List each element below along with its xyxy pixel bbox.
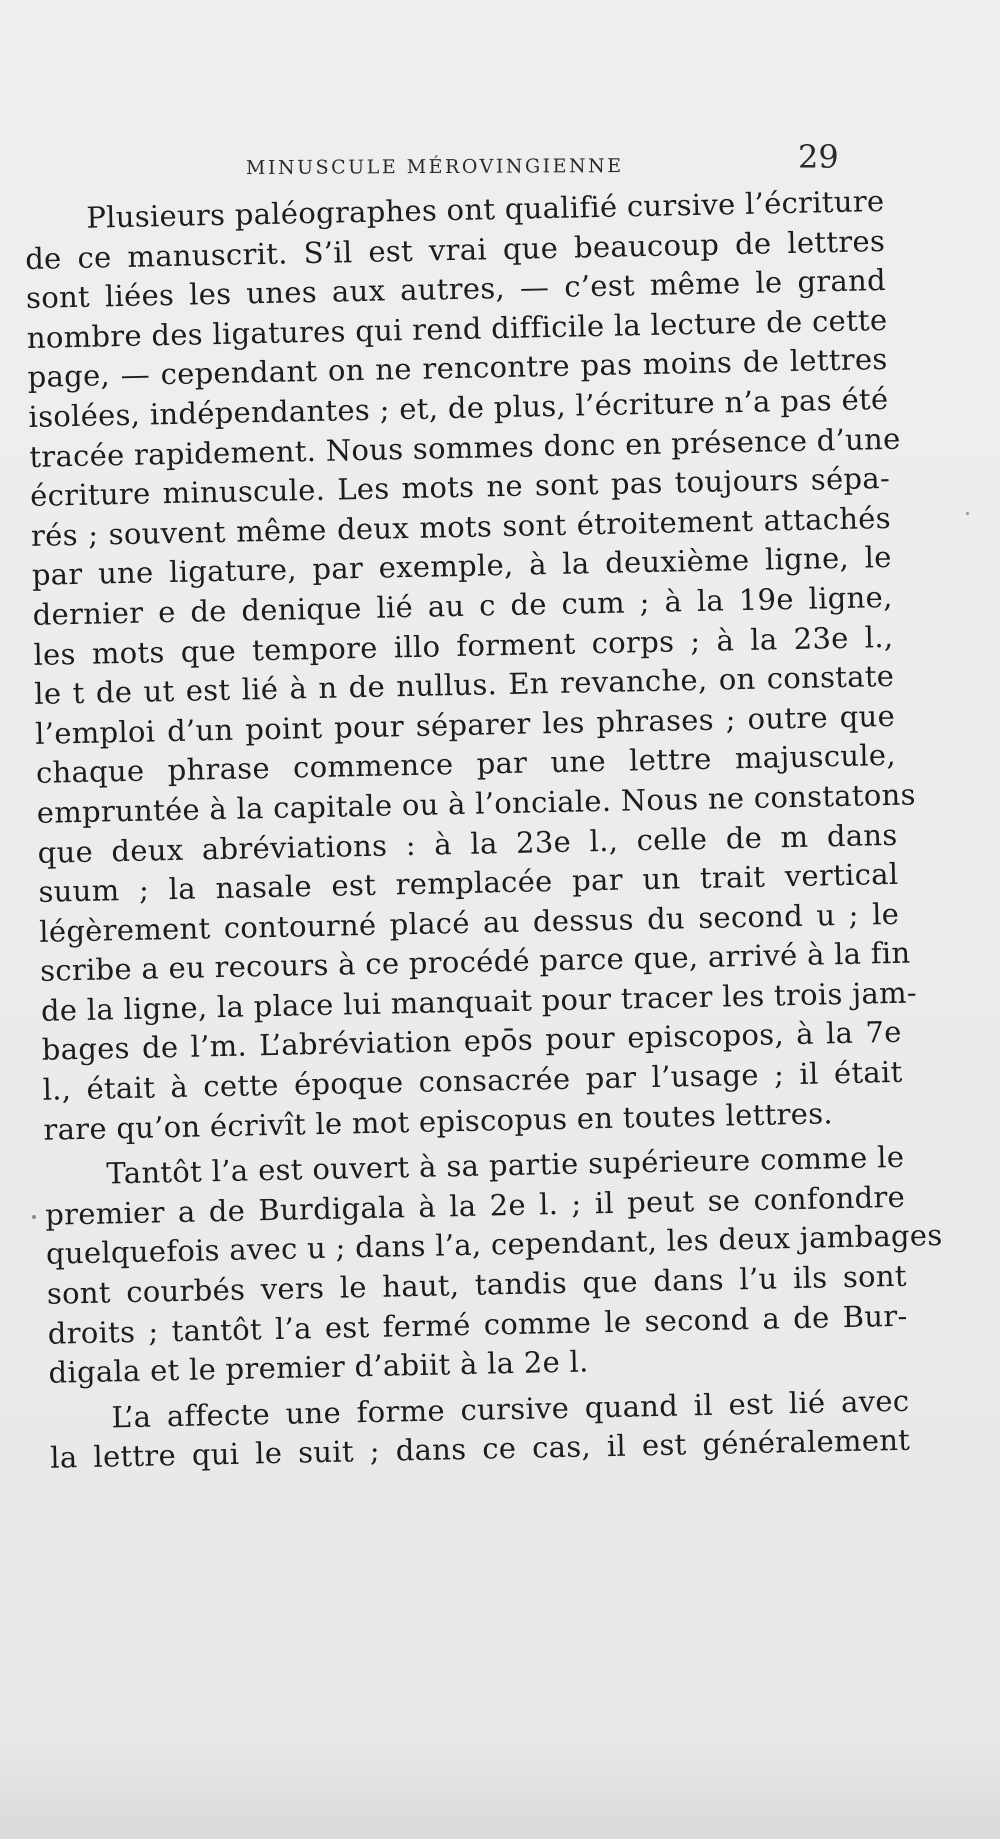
text-line: rare qu’on écrivît le mot episcopus en toutes lettres. (43, 1095, 834, 1147)
text-line: l., était à cette époque consacrée par l’usage ; il était (42, 1054, 903, 1107)
text-line: empruntée à la capitale ou à l’onciale. Nous ne constatons (36, 777, 917, 830)
text-line: sont courbés vers le haut, tandis que dans l’u ils sont (46, 1258, 908, 1311)
text-line: bages de l’m. L’abréviation epōs pour episcopos, à la 7e (41, 1015, 902, 1068)
text-line: tracée rapidement. Nous sommes donc en présence d’une (29, 421, 901, 474)
text-line: écriture minuscule. Les mots ne sont pas toujours sépa- (29, 461, 891, 514)
body-text (24, 182, 943, 1479)
text-line: dernier e de denique lié au c de cum ; à la 19e ligne, (32, 579, 893, 632)
text-line: isolées, indépendantes ; et, de plus, l’écriture n’a pas été (28, 381, 889, 434)
paragraph (44, 1138, 943, 1394)
text-line: par une ligature, par exemple, à la deuxième ligne, le (31, 540, 893, 593)
text-line: la lettre qui le suit ; dans ce cas, il est généralement (49, 1423, 911, 1476)
paragraph (24, 182, 918, 1150)
running-title: MINUSCULE MÉROVINGIENNE (245, 155, 624, 179)
text-line: rés ; souvent même deux mots sont étroitement attachés (30, 500, 892, 553)
text-line: digala et le premier d’abiit à la 2e l. (48, 1344, 589, 1390)
text-line: l’emploi d’un point pour séparer les phrases ; outre que (34, 698, 896, 751)
text-line: Plusieurs paléographes ont qualifié cursive l’écriture (86, 183, 885, 235)
text-line: nombre des ligatures qui rend difficile la lecture de cette (26, 302, 888, 355)
text-line: quelquefois avec u ; dans l’a, cependant, les deux jambages (45, 1218, 943, 1272)
paper-speck (966, 512, 969, 515)
text-line: scribe a eu recours à ce procédé parce que, arrivé à la fin (39, 935, 911, 989)
text-line: droits ; tantôt l’a est fermé comme le second a de Bur- (47, 1298, 908, 1351)
text-line: L’a affecte une forme cursive quand il est lié avec (111, 1383, 910, 1435)
text-line: Tantôt l’a est ouvert à sa partie supérieure comme le (106, 1140, 905, 1191)
page-number: 29 (798, 138, 839, 176)
text-line: de la ligne, la place lui manquait pour tracer les trois jam- (40, 975, 918, 1028)
page-bottom-shadow (0, 1740, 1000, 1839)
page-header (0, 138, 1000, 188)
text-line: premier a de Burdigala à la 2e l. ; il peut se confondre (44, 1179, 906, 1232)
text-line: suum ; la nasale est remplacée par un trait vertical (38, 856, 899, 909)
paper-speck (32, 1215, 36, 1219)
text-line: chaque phrase commence par une lettre majuscule, (35, 738, 897, 791)
text-line: page, — cependant on ne rencontre pas moins de lettres (27, 342, 888, 395)
text-line: légèrement contourné placé au dessus du second u ; le (38, 896, 900, 949)
text-line: sont liées les unes aux autres, — c’est même le grand (25, 263, 887, 316)
paragraph (49, 1382, 910, 1479)
text-line: de ce manuscrit. S’il est vrai que beaucoup de lettres (24, 223, 886, 276)
text-line: que deux abréviations : à la 23e l., celle de m dans (37, 817, 898, 870)
text-line: le t de ut est lié à n de nullus. En revanche, on constate (33, 659, 895, 712)
text-line: les mots que tempore illo forment corps ; à la 23e l., (33, 619, 894, 672)
